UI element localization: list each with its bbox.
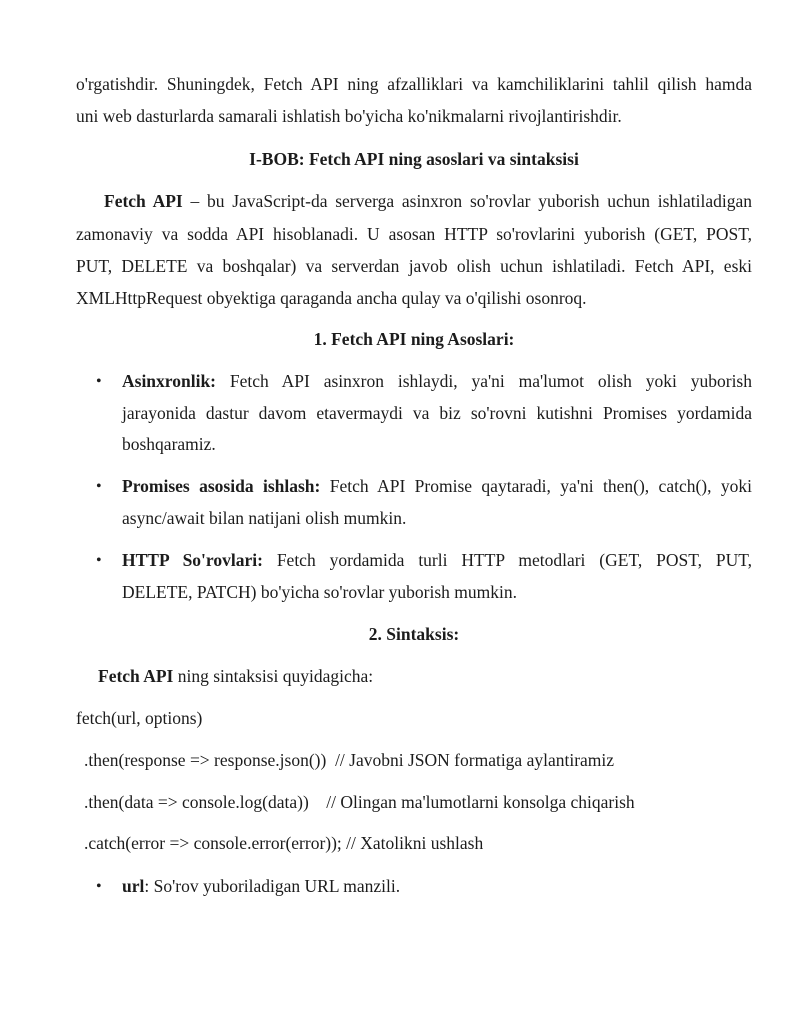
code-line-2: .then(response => response.json()) // Javobni JSON formatiga aylantiramiz (84, 750, 615, 770)
definition-line-2: zamonaviy va sodda API hisoblanadi. U asosan HTTP so'rovlarini yuborish (GET, POST, (76, 224, 752, 244)
bullet-3-line-1-text: Fetch yordamida turli HTTP metodlari (GET, POST, PUT, (262, 550, 753, 570)
section-2-title: 2. Sintaksis: (368, 624, 460, 644)
definition-term: Fetch API (104, 191, 183, 211)
syntax-intro-text: ning sintaksisi quyidagicha: (173, 666, 374, 686)
bullet-3-line-1 (122, 550, 752, 571)
bullet-1-line-3: boshqaramiz. (122, 434, 216, 454)
code-line-1: fetch(url, options) (76, 708, 203, 728)
syntax-intro-term: Fetch API (98, 666, 174, 686)
param-bullet-url (122, 876, 400, 897)
bullet-1-line-1 (122, 371, 752, 392)
param-url-term: url (122, 876, 145, 896)
definition-line-1-text: – bu JavaScript-da serverga asinxron so'rovlar yuborish uchun ishlatiladigan (182, 191, 752, 211)
intro-line-1: o'rgatishdir. Shuningdek, Fetch API ning afzalliklari va kamchiliklarini tahlil qilish hamda (76, 74, 752, 94)
bullet-marker: • (96, 878, 102, 895)
definition-line-3: PUT, DELETE va boshqalar) va serverdan javob olish uchun ishlatiladi. Fetch API, eski (76, 256, 752, 276)
bullet-marker: • (96, 552, 102, 569)
chapter-title: I-BOB: Fetch API ning asoslari va sintaksisi (249, 149, 579, 169)
bullet-marker: • (96, 478, 102, 495)
bullet-2-line-2: async/await bilan natijani olish mumkin. (122, 508, 407, 528)
bullet-1-line-2: jarayonida dastur davom etavermaydi va biz so'rovni kutishni Promises yordamida (122, 403, 752, 423)
bullet-3-line-2: DELETE, PATCH) bo'yicha so'rovlar yuborish mumkin. (122, 582, 517, 602)
definition-line-1 (104, 191, 752, 212)
code-line-4: .catch(error => console.error(error)); // Xatolikni ushlash (84, 833, 484, 853)
bullet-1-line-1-text: Fetch API asinxron ishlaydi, ya'ni ma'lumot olish yoki yuborish (216, 371, 752, 391)
bullet-marker: • (96, 373, 102, 390)
code-line-3: .then(data => console.log(data)) // Olingan ma'lumotlarni konsolga chiqarish (84, 792, 635, 812)
intro-line-2: uni web dasturlarda samarali ishlatish bo'yicha ko'nikmalarni rivojlantirishdir. (76, 106, 622, 126)
definition-line-4: XMLHttpRequest obyektiga qaraganda ancha qulay va o'qilishi osonroq. (76, 288, 587, 308)
bullet-2-line-1 (122, 476, 752, 497)
bullet-1-term: Asinxronlik: (122, 371, 217, 391)
bullet-2-line-1-text: Fetch API Promise qaytaradi, ya'ni then(), catch(), yoki (320, 476, 753, 496)
bullet-3-term: HTTP So'rovlari: (122, 550, 263, 570)
param-url-text: : So'rov yuboriladigan URL manzili. (144, 876, 401, 896)
syntax-intro (98, 666, 373, 687)
section-1-title: 1. Fetch API ning Asoslari: (313, 329, 515, 349)
bullet-2-term: Promises asosida ishlash: (122, 476, 321, 496)
